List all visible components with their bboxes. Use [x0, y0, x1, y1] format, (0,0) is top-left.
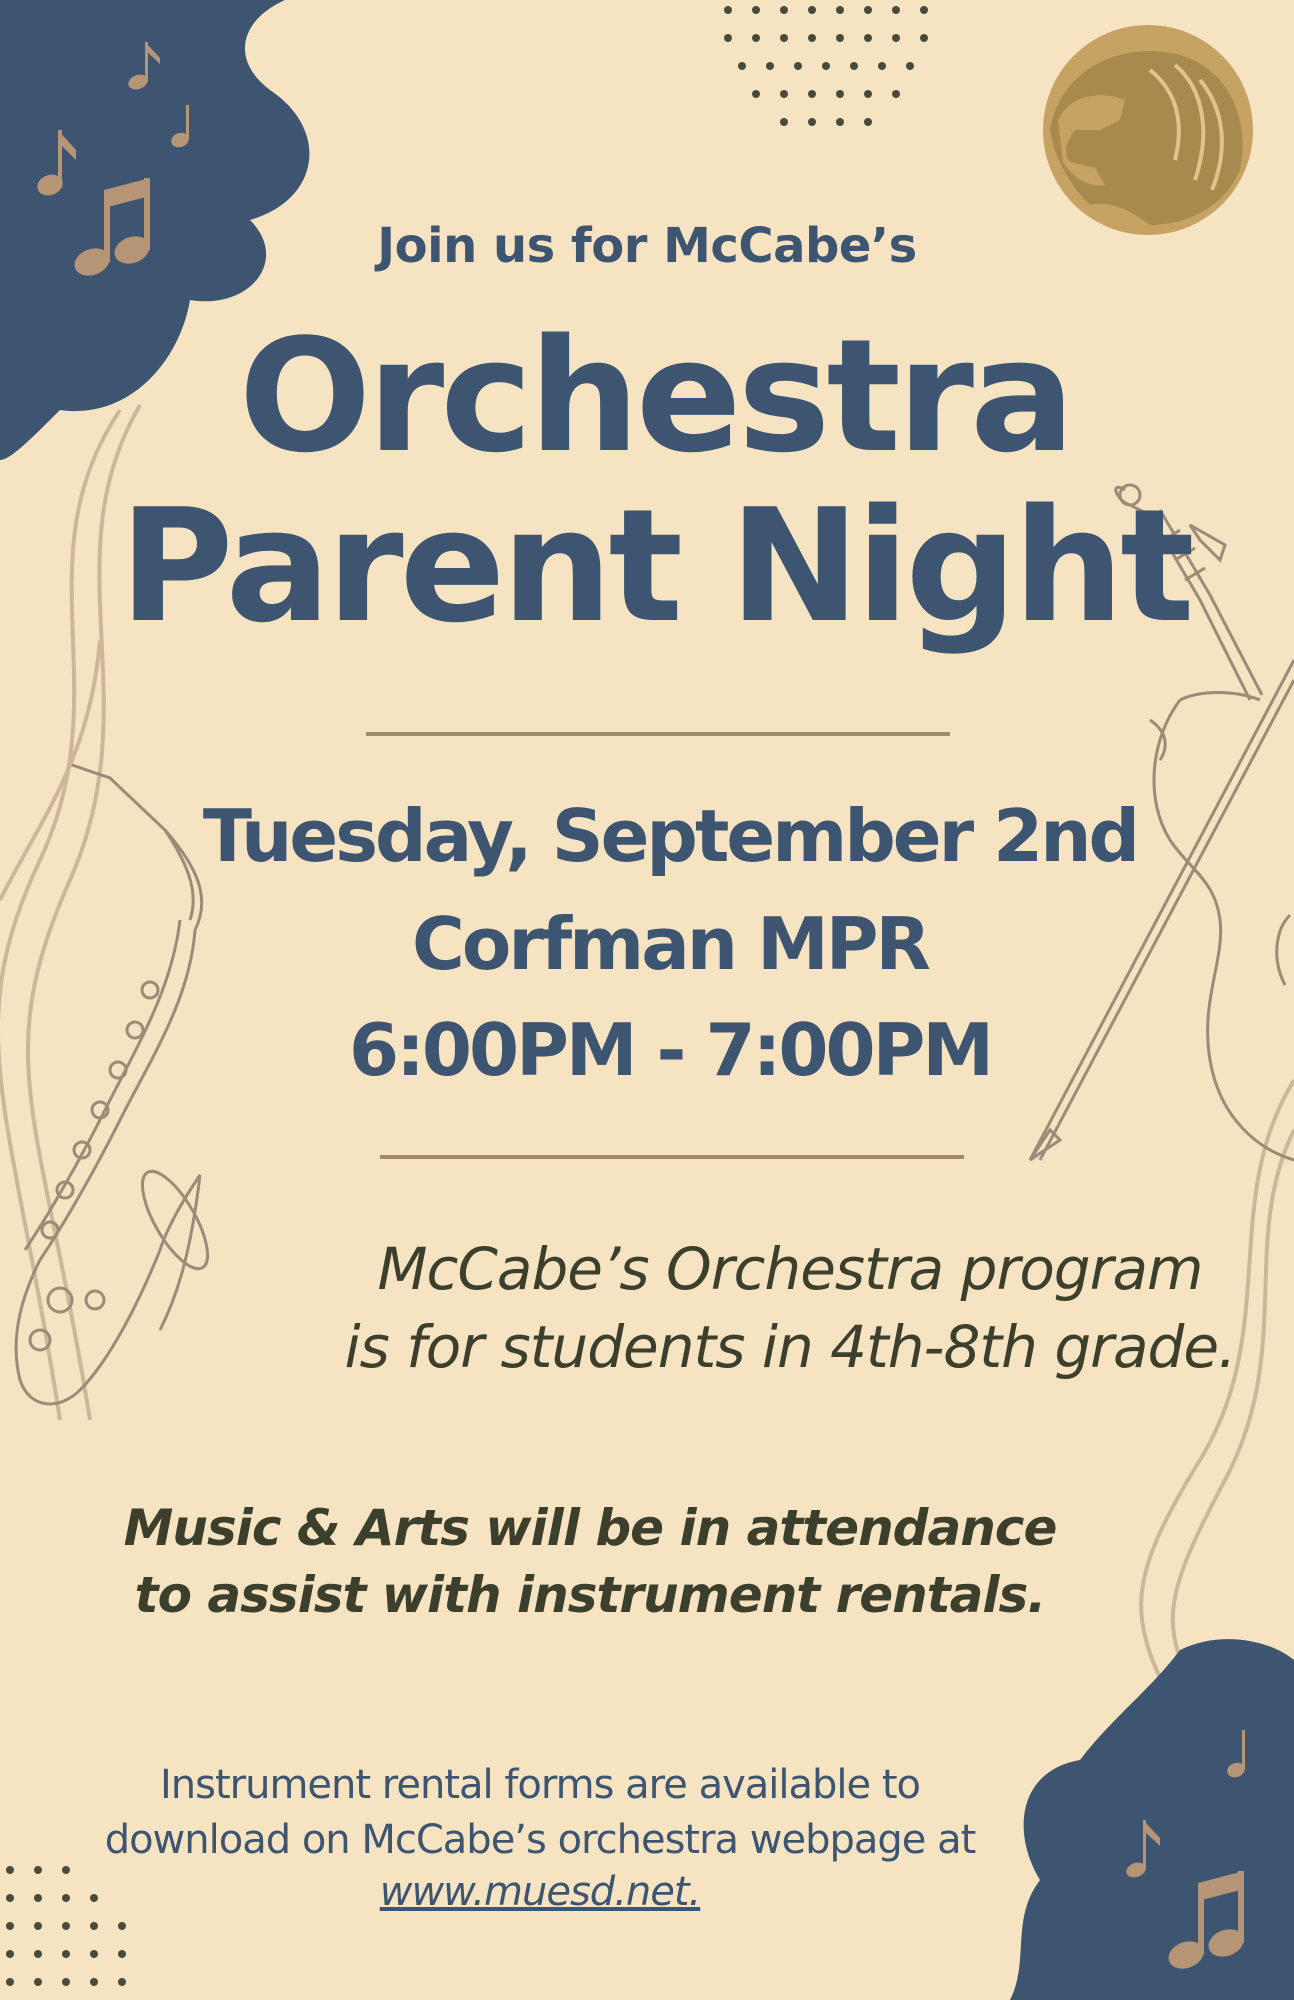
title-line-1: Orchestra	[238, 305, 1072, 487]
rental-notice-line-1: Music & Arts will be in attendance	[123, 1499, 1057, 1557]
program-description-line-1: McCabe’s Orchestra program	[377, 1235, 1203, 1303]
divider-bottom	[380, 1155, 964, 1159]
divider-top	[366, 732, 950, 736]
program-description-line-2: is for students in 4th-8th grade.	[344, 1313, 1236, 1381]
forms-info-line-2: download on McCabe’s orchestra webpage at	[104, 1817, 976, 1863]
title-line-2: Parent Night	[119, 475, 1191, 657]
event-date: Tuesday, September 2nd	[202, 794, 1138, 878]
lion-logo-icon	[1043, 25, 1253, 235]
rental-notice-line-2: to assist with instrument rentals.	[134, 1566, 1046, 1624]
intro-text: Join us for McCabe’s	[377, 218, 917, 274]
event-venue: Corfman MPR	[412, 902, 928, 986]
website-link[interactable]: www.muesd.net.	[379, 1869, 701, 1915]
event-time: 6:00PM - 7:00PM	[348, 1008, 992, 1092]
flowing-lines-right	[1141, 1080, 1294, 1720]
dot-grid-top	[724, 6, 928, 126]
forms-info-line-1: Instrument rental forms are available to	[160, 1762, 920, 1808]
